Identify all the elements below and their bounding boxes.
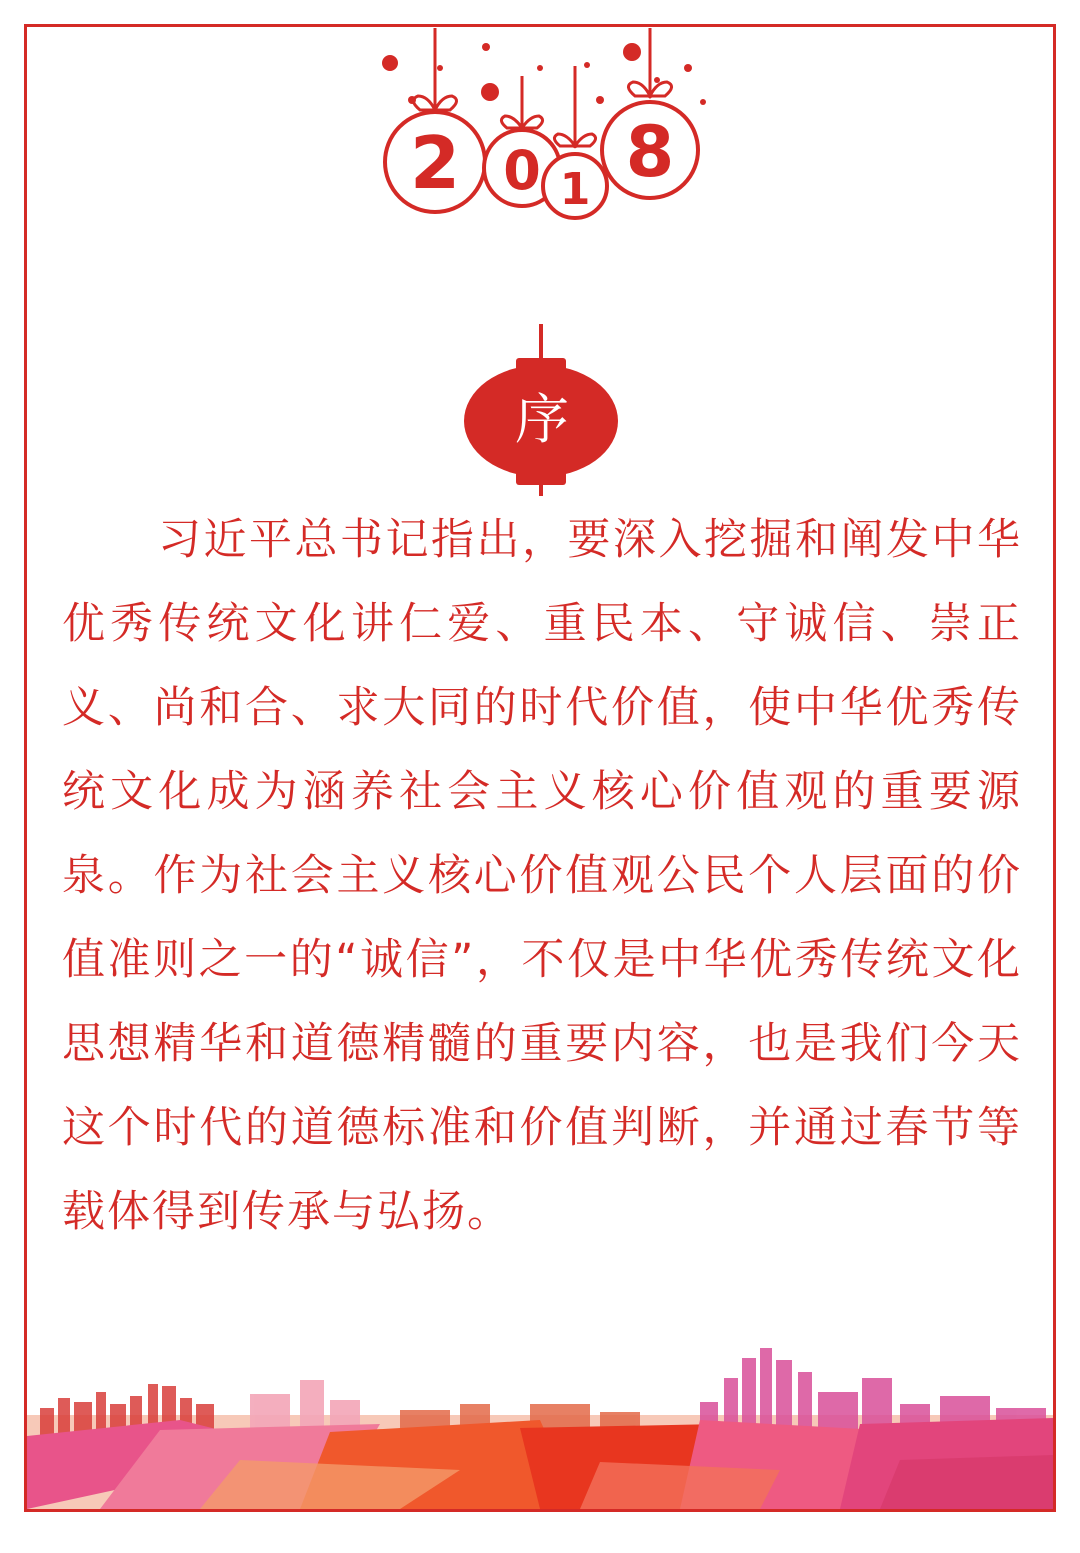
year-digit-2: 2 [409,121,461,205]
year-digit-8: 8 [625,111,675,193]
city-skyline-illustration [27,1348,1053,1509]
article-paragraph: 习近平总书记指出，要深入挖掘和阐发中华优秀传统文化讲仁爱、重民本、守诚信、崇正义、尚和合、求大同的时代价值，使中华优秀传统文化成为涵养社会主义核心价值观的重要源泉。作为社会主义核心价值观公民个人层面的价值准则之一的“诚信”，不仅是中华优秀传统文化思想精华和道德精髓的重要内容，也是我们今天这个时代的道德标准和价值判断，并通过春节等载体得到传承与弘扬。 [62,515,1022,1237]
year-digit-0: 0 [503,139,541,202]
section-title: 序 [515,388,569,451]
year-digit-1: 1 [559,164,591,215]
